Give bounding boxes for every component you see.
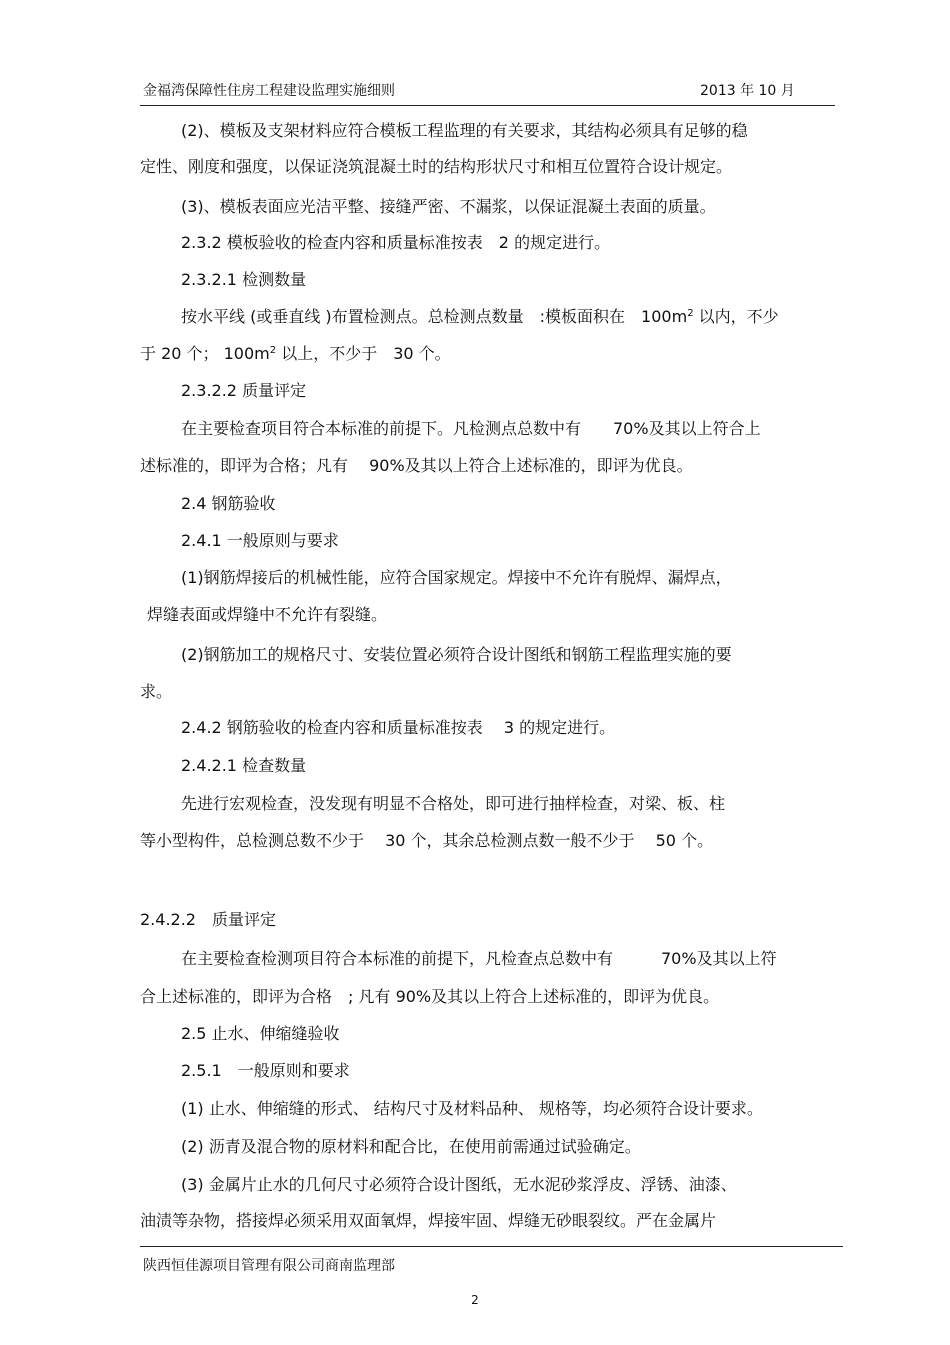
section-heading: 2.4.1 一般原则与要求 xyxy=(181,531,339,550)
paragraph-line: 先进行宏观检查，没发现有明显不合格处，即可进行抽样检查，对梁、板、柱 xyxy=(181,794,726,813)
section-heading: 2.4.2.1 检查数量 xyxy=(181,756,307,775)
paragraph-line xyxy=(140,344,451,364)
paragraph-line: 油渍等杂物，搭接焊必须采用双面氧焊，焊接牢固、焊缝无砂眼裂纹。严在金属片 xyxy=(140,1211,717,1230)
paragraph-line: 在主要检查项目符合本标准的前提下。凡检测点总数中有 70%及其以上符合上 xyxy=(181,419,761,438)
header-date: 2013 年 10 月 xyxy=(700,83,795,99)
paragraph-line: (1) 止水、伸缩缝的形式、 结构尺寸及材料品种、 规格等，均必须符合设计要求。 xyxy=(181,1099,763,1118)
paragraph-line: 合上述标准的，即评为合格 ; 凡有 90%及其以上符合上述标准的，即评为优良。 xyxy=(140,987,720,1006)
section-heading: 2.4.2.2 质量评定 xyxy=(140,910,276,929)
paragraph-line: 定性、刚度和强度，以保证浇筑混凝土时的结构形状尺寸和相互位置符合设计规定。 xyxy=(140,157,733,176)
section-heading: 2.4 钢筋验收 xyxy=(181,494,276,513)
header-rule xyxy=(140,105,835,106)
paragraph-line: (2)钢筋加工的规格尺寸、安装位置必须符合设计图纸和钢筋工程监理实施的要 xyxy=(181,645,732,664)
paragraph-line: (2) 沥青及混合物的原材料和配合比，在使用前需通过试验确定。 xyxy=(181,1137,641,1156)
paragraph-line: (3) 金属片止水的几何尺寸必须符合设计图纸，无水泥砂浆浮皮、浮锈、油漆、 xyxy=(181,1175,737,1194)
page-number: 2 xyxy=(471,1293,479,1307)
line-text: 按水平线 (或垂直线 )布置检测点。总检测点数量 :模板面积在 100m xyxy=(181,307,688,326)
paragraph-line: 在主要检查检测项目符合本标准的前提下，凡检查点总数中有 70%及其以上符 xyxy=(181,949,777,968)
paragraph-line: (1)钢筋焊接后的机械性能，应符合国家规定。焊接中不允许有脱焊、漏焊点， xyxy=(181,568,732,587)
paragraph-line: 求。 xyxy=(140,682,173,701)
header-title: 金福湾保障性住房工程建设监理实施细则 xyxy=(143,83,395,99)
paragraph-line: 2.3.2 模板验收的检查内容和质量标准按表 2 的规定进行。 xyxy=(181,233,611,252)
superscript: 2 xyxy=(269,345,277,356)
section-heading: 2.3.2.2 质量评定 xyxy=(181,381,307,400)
superscript: 2 xyxy=(687,308,694,319)
section-heading: 2.5.1 一般原则和要求 xyxy=(181,1061,350,1080)
paragraph-line: 焊缝表面或焊缝中不允许有裂缝。 xyxy=(147,605,388,624)
line-text: 于 20 个； 100m xyxy=(140,344,270,363)
section-heading: 2.3.2.1 检测数量 xyxy=(181,270,307,289)
paragraph-line: 2.4.2 钢筋验收的检查内容和质量标准按表 3 的规定进行。 xyxy=(181,718,616,737)
paragraph-line: (3)、模板表面应光洁平整、接缝严密、不漏浆，以保证混凝土表面的质量。 xyxy=(181,197,716,216)
footer-rule xyxy=(140,1246,843,1247)
footer-company: 陕西恒佳源项目管理有限公司商南监理部 xyxy=(143,1258,395,1274)
line-text: 以内，不少 xyxy=(693,307,779,326)
paragraph-line: 等小型构件，总检测总数不少于 30 个，其余总检测点数一般不少于 50 个。 xyxy=(140,831,714,850)
paragraph-line xyxy=(181,307,779,327)
line-text: 以上，不少于 30 个。 xyxy=(276,344,451,363)
paragraph-line: 述标准的，即评为合格；凡有 90%及其以上符合上述标准的，即评为优良。 xyxy=(140,456,693,475)
paragraph-line: (2)、模板及支架材料应符合模板工程监理的有关要求，其结构必须具有足够的稳 xyxy=(181,121,748,140)
section-heading: 2.5 止水、伸缩缝验收 xyxy=(181,1024,340,1043)
